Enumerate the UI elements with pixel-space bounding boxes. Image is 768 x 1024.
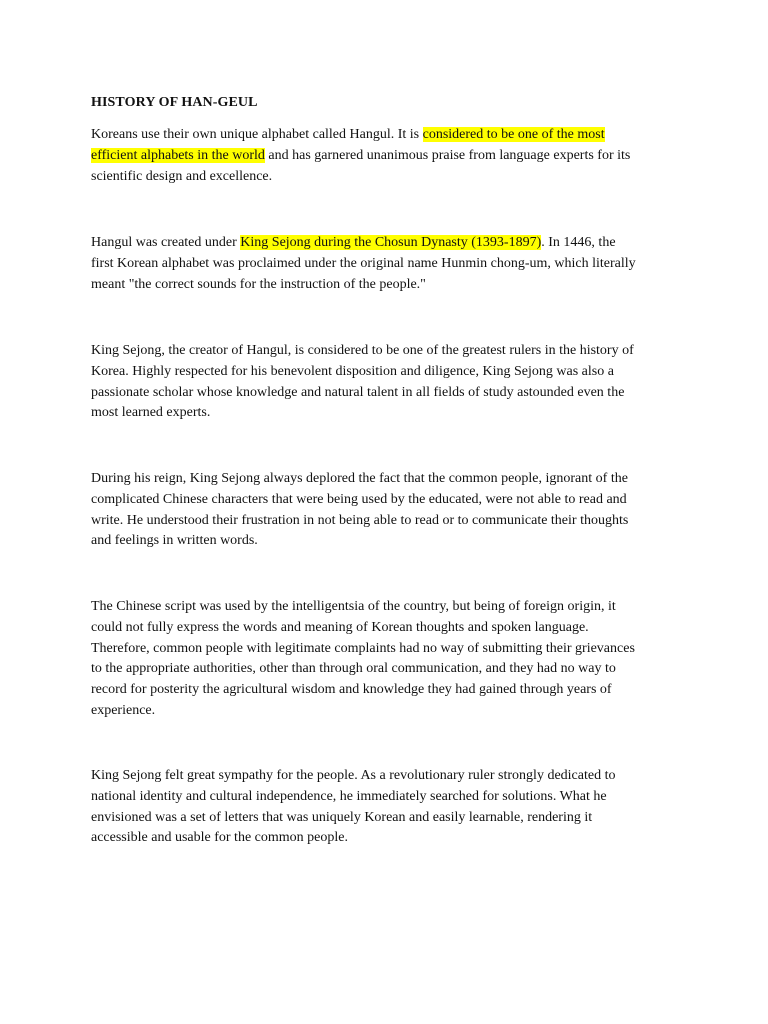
text-line xyxy=(91,167,691,188)
text-line xyxy=(91,254,691,275)
highlighted-text: King Sejong during the Chosun Dynasty (1393-1897) xyxy=(240,235,542,250)
text-line xyxy=(91,146,691,167)
text-run: record for posterity the agricultural wisdom and knowledge they had gained through years of xyxy=(91,682,612,698)
text-run: Hangul was created under xyxy=(91,235,241,250)
text-run: envisioned was a set of letters that was uniquely Korean and easily learnable, rendering it xyxy=(91,809,593,825)
text-run: The Chinese script was used by the intelligentsia of the country, but being of foreign origin, it xyxy=(91,599,616,614)
text-run: King Sejong, the creator of Hangul, is considered to be one of the greatest rulers in the history of xyxy=(91,343,634,358)
text-run: During his reign, King Sejong always deplored the fact that the common people, ignorant of the xyxy=(91,471,628,486)
text-line xyxy=(91,511,691,532)
text-line xyxy=(91,275,691,296)
text-run: . In 1446, the xyxy=(541,235,616,250)
text-line xyxy=(91,233,691,254)
text-line xyxy=(91,659,691,680)
paragraph xyxy=(91,341,691,424)
text-run: experience. xyxy=(91,702,156,718)
text-line xyxy=(91,808,691,829)
text-line xyxy=(91,531,691,552)
paragraph xyxy=(91,597,691,722)
text-run: could not fully express the words and meaning of Korean thoughts and spoken language. xyxy=(91,619,589,635)
document-title: HISTORY OF HAN-GEUL xyxy=(91,95,258,110)
text-line xyxy=(91,828,691,849)
text-run: accessible and usable for the common people. xyxy=(91,830,348,846)
text-line xyxy=(91,618,691,639)
text-line xyxy=(91,597,691,618)
text-line xyxy=(91,680,691,701)
text-run: most learned experts. xyxy=(91,405,211,421)
highlighted-text: considered to be one of the most xyxy=(422,127,605,142)
text-run: complicated Chinese characters that were being used by the educated, were not able to read and xyxy=(91,491,627,507)
text-run: Korea. Highly respected for his benevolent disposition and diligence, King Sejong was also a xyxy=(91,363,614,379)
text-run: meant "the correct sounds for the instruction of the people." xyxy=(91,276,426,292)
text-run: and feelings in written words. xyxy=(91,533,258,549)
text-line xyxy=(91,125,691,146)
text-run: write. He understood their frustration in not being able to read or to communicate their thoughts xyxy=(91,512,629,528)
text-line xyxy=(91,787,691,808)
paragraph xyxy=(91,125,691,187)
text-run: Koreans use their own unique alphabet called Hangul. It is xyxy=(91,127,423,142)
highlighted-text: efficient alphabets in the world xyxy=(91,147,265,163)
text-line xyxy=(91,469,691,490)
text-line xyxy=(91,362,691,383)
text-line xyxy=(91,766,691,787)
text-line xyxy=(91,639,691,660)
text-run: Therefore, common people with legitimate complaints had no way of submitting their grievances xyxy=(91,640,635,656)
text-line xyxy=(91,701,691,722)
text-run: national identity and cultural independence, he immediately searched for solutions. What he xyxy=(91,788,607,804)
text-line xyxy=(91,341,691,362)
text-line xyxy=(91,403,691,424)
text-run: King Sejong felt great sympathy for the people. As a revolutionary ruler strongly dedicated to xyxy=(91,768,616,783)
text-run: first Korean alphabet was proclaimed under the original name Hunmin chong-um, which literally xyxy=(91,255,636,271)
text-run: to the appropriate authorities, other than through oral communication, and they had no way to xyxy=(91,661,616,677)
text-run: and has garnered unanimous praise from language experts for its xyxy=(264,147,631,163)
paragraph xyxy=(91,766,691,849)
paragraph xyxy=(91,469,691,552)
text-run: passionate scholar whose knowledge and natural talent in all fields of study astounded even the xyxy=(91,384,625,400)
text-line xyxy=(91,490,691,511)
paragraph xyxy=(91,233,691,295)
text-run: scientific design and excellence. xyxy=(91,168,273,184)
text-line xyxy=(91,383,691,404)
